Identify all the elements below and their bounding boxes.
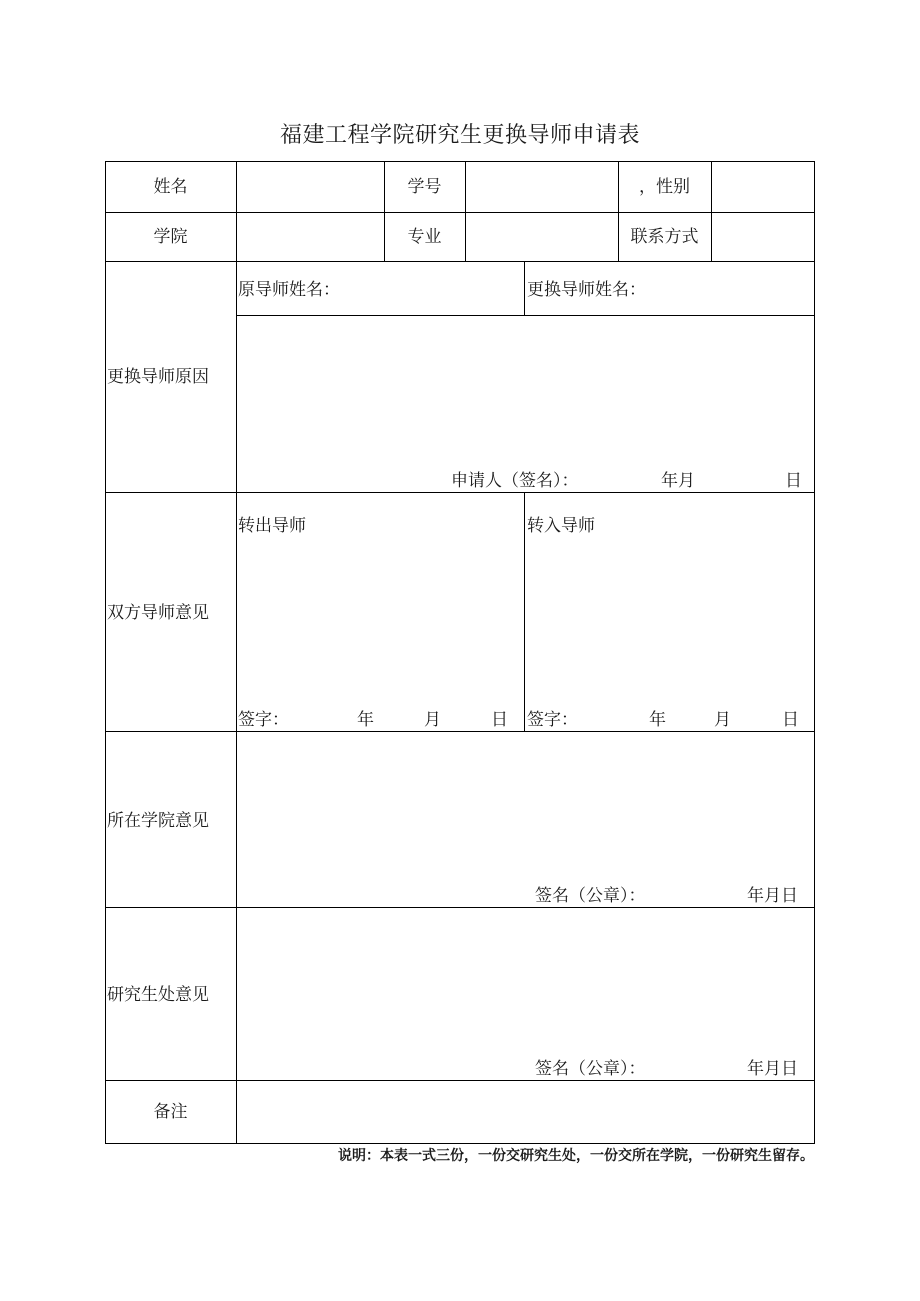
college-opinion-area[interactable] [237,732,814,872]
footnote: 说明：本表一式三份，一份交研究生处，一份交所在学院，一份研究生留存。 [338,1148,814,1164]
original-advisor-label: 原导师姓名： [238,280,340,300]
student-id-label: 学号 [407,177,442,197]
remarks-label: 备注 [153,1102,188,1122]
college-label: 学院 [153,227,188,247]
outgoing-year: 年 [357,710,374,730]
major-field[interactable] [466,213,618,261]
outgoing-day: 日 [491,710,508,730]
contact-field[interactable] [712,213,814,261]
major-label: 专业 [407,227,442,247]
reason-text-area[interactable] [237,316,814,456]
applicant-sign-label: 申请人（签名）： [451,471,579,491]
applicant-year-month: 年月 [661,471,695,491]
incoming-advisor-opinion-area[interactable] [525,540,814,700]
applicant-day: 日 [785,471,802,491]
incoming-advisor-label: 转入导师 [527,516,595,536]
outgoing-sign-label: 签字： [238,710,289,730]
incoming-month: 月 [714,710,731,730]
grad-office-seal-label: 签名（公章）： [535,1059,646,1079]
student-id-field[interactable] [466,162,618,212]
outgoing-advisor-label: 转出导师 [238,516,306,536]
new-advisor-label: 更换导师姓名： [527,280,646,300]
page-title: 福建工程学院研究生更换导师申请表 [279,123,640,148]
grad-office-opinion-label: 研究生处意见 [107,985,209,1005]
grad-office-date: 年月日 [747,1059,798,1079]
college-seal-label: 签名（公章）： [535,886,646,906]
incoming-day: 日 [782,710,799,730]
name-field[interactable] [237,162,384,212]
reason-section-label: 更换导师原因 [107,367,209,387]
contact-label: 联系方式 [630,227,699,247]
incoming-sign-label: 签字： [527,710,578,730]
gender-field[interactable] [712,162,814,212]
name-label: 姓名 [153,177,188,197]
outgoing-month: 月 [424,710,441,730]
grad-office-opinion-area[interactable] [237,908,814,1048]
advisor-opinion-label: 双方导师意见 [107,603,209,623]
college-opinion-label: 所在学院意见 [107,811,209,831]
incoming-year: 年 [649,710,666,730]
college-field[interactable] [237,213,384,261]
outgoing-advisor-opinion-area[interactable] [237,540,523,700]
gender-label: ，性别 [639,177,690,197]
college-date: 年月日 [747,886,798,906]
remarks-field[interactable] [237,1081,814,1143]
